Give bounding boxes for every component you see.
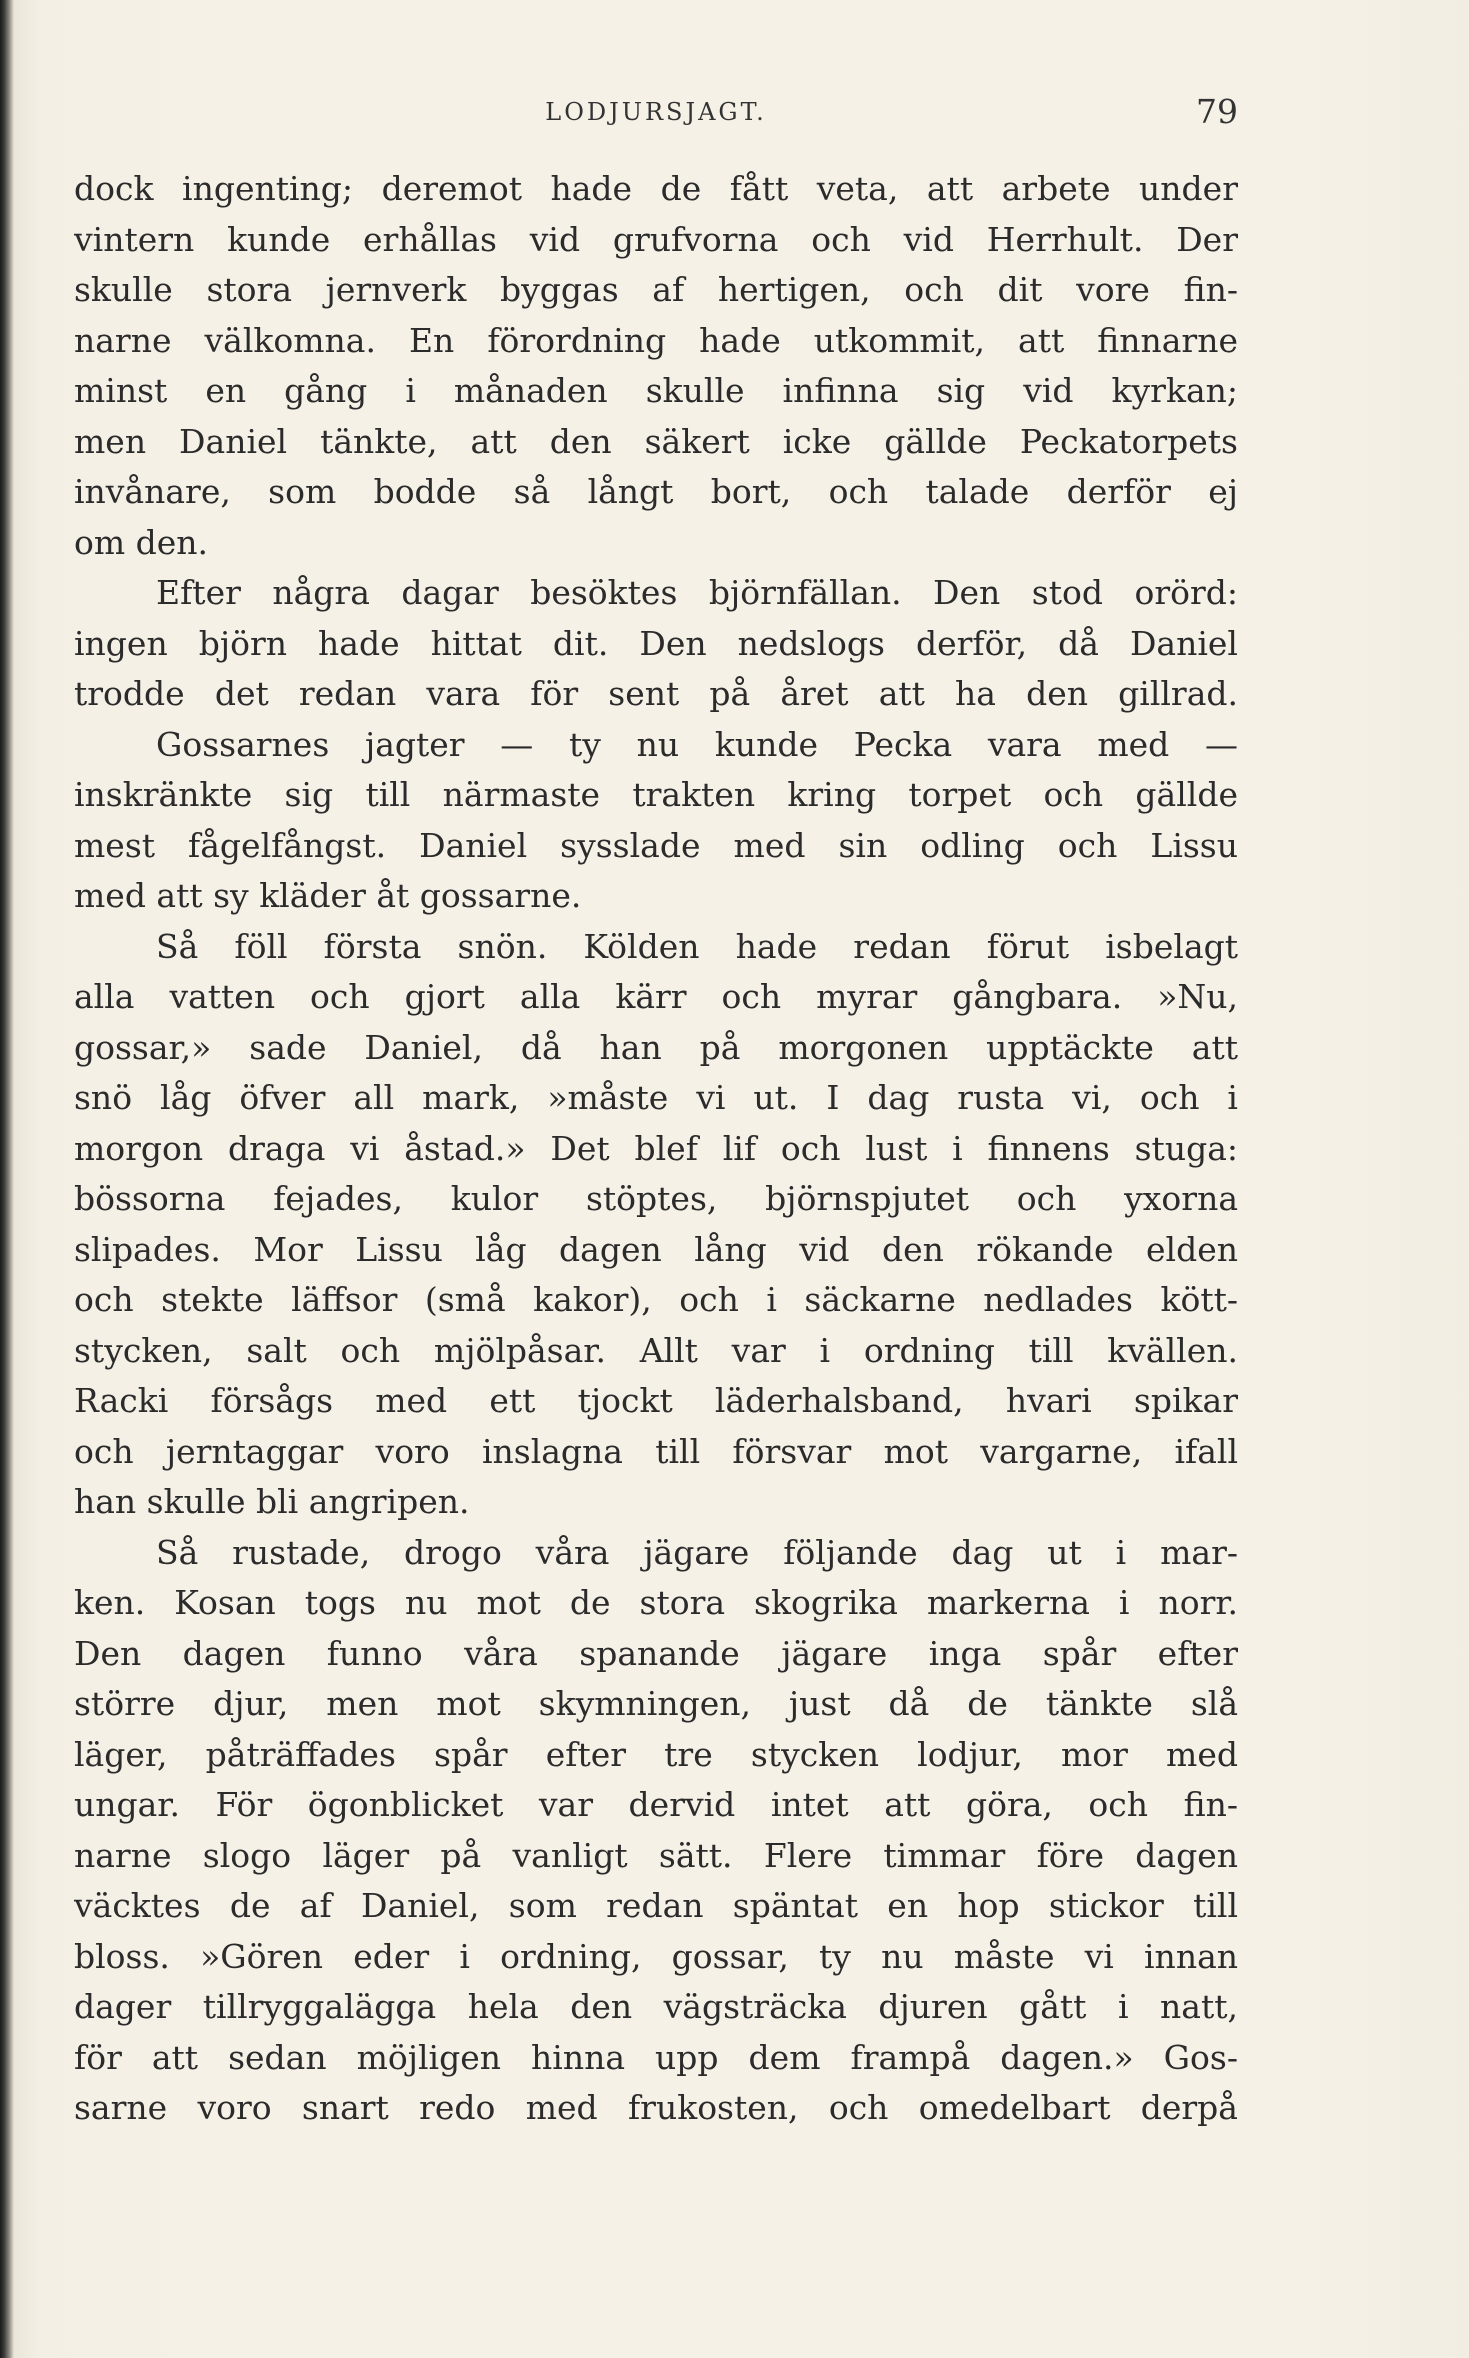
- text-line: narne välkomna. En förordning hade utkommit, att finnarne: [74, 320, 1238, 360]
- text-line: läger, påträffades spår efter tre stycken lodjur, mor med: [74, 1734, 1238, 1774]
- body-text: [74, 164, 1238, 2134]
- text-line: trodde det redan vara för sent på året att ha den gillrad.: [74, 674, 1238, 713]
- text-line: ingen björn hade hittat dit. Den nedslogs derför, då Daniel: [74, 623, 1238, 663]
- text-line: alla vatten och gjort alla kärr och myrar gångbara. »Nu,: [74, 977, 1238, 1016]
- text-line: stycken, salt och mjölpåsar. Allt var i ordning till kvällen.: [74, 1330, 1238, 1370]
- text-line: bloss. »Gören eder i ordning, gossar, ty nu måste vi innan: [74, 1936, 1238, 1976]
- text-line: Den dagen funno våra spanande jägare inga spår efter: [74, 1633, 1238, 1673]
- text-line: morgon draga vi åstad.» Det blef lif och lust i finnens stuga:: [74, 1128, 1238, 1168]
- text-line: och stekte läffsor (små kakor), och i säckarne nedlades kött-: [74, 1280, 1238, 1319]
- text-line: slipades. Mor Lissu låg dagen lång vid den rökande elden: [74, 1229, 1238, 1269]
- text-line: skulle stora jernverk byggas af hertigen, och dit vore fin-: [74, 270, 1238, 309]
- text-line: väcktes de af Daniel, som redan späntat en hop stickor till: [74, 1886, 1238, 1925]
- page-number: 79: [1196, 92, 1238, 131]
- paragraph-start-line: Så föll första snön. Kölden hade redan förut isbelagt: [156, 926, 1238, 966]
- text-line: han skulle bli angripen.: [74, 1482, 470, 1521]
- text-line: ungar. För ögonblicket var dervid intet att göra, och fin-: [74, 1785, 1238, 1824]
- text-line: sarne voro snart redo med frukosten, och omedelbart derpå: [74, 2088, 1238, 2127]
- text-line: ken. Kosan togs nu mot de stora skogrika markerna i norr.: [74, 1583, 1238, 1622]
- running-head: LODJURSJAGT.: [545, 98, 767, 126]
- paragraph-start-line: Så rustade, drogo våra jägare följande dag ut i mar-: [156, 1532, 1238, 1572]
- text-line: Racki försågs med ett tjockt läderhalsband, hvari spikar: [74, 1381, 1238, 1420]
- text-line: om den.: [74, 522, 209, 562]
- text-line: dager tillryggalägga hela den vägsträcka djuren gått i natt,: [74, 1987, 1238, 2026]
- text-line: inskränkte sig till närmaste trakten kring torpet och gällde: [74, 775, 1238, 814]
- text-line: narne slogo läger på vanligt sätt. Flere timmar före dagen: [74, 1835, 1238, 1875]
- text-line: vintern kunde erhållas vid grufvorna och vid Herrhult. Der: [74, 219, 1238, 259]
- text-line: bössorna fejades, kulor stöptes, björnspjutet och yxorna: [74, 1179, 1238, 1218]
- text-line: och jerntaggar voro inslagna till försvar mot vargarne, ifall: [74, 1431, 1238, 1471]
- paragraph-start-line: Efter några dagar besöktes björnfällan. Den stod orörd:: [156, 573, 1238, 612]
- page-header: [74, 92, 1238, 132]
- text-line: minst en gång i månaden skulle infinna sig vid kyrkan;: [74, 371, 1238, 410]
- text-line: för att sedan möjligen hinna upp dem frampå dagen.» Gos-: [74, 2037, 1238, 2077]
- paragraph-start-line: Gossarnes jagter — ty nu kunde Pecka vara med —: [156, 724, 1238, 764]
- text-line: större djur, men mot skymningen, just då de tänkte slå: [74, 1684, 1238, 1723]
- text-line: dock ingenting; deremot hade de fått veta, att arbete under: [74, 169, 1238, 208]
- text-line: med att sy kläder åt gossarne.: [74, 876, 582, 915]
- text-line: men Daniel tänkte, att den säkert icke gällde Peckatorpets: [74, 421, 1238, 461]
- text-line: gossar,» sade Daniel, då han på morgonen upptäckte att: [74, 1027, 1238, 1067]
- text-line: mest fågelfångst. Daniel sysslade med sin odling och Lissu: [74, 825, 1238, 865]
- text-line: invånare, som bodde så långt bort, och talade derför ej: [74, 472, 1238, 511]
- text-line: snö låg öfver all mark, »måste vi ut. I dag rusta vi, och i: [74, 1078, 1238, 1117]
- binding-edge: [0, 0, 14, 2358]
